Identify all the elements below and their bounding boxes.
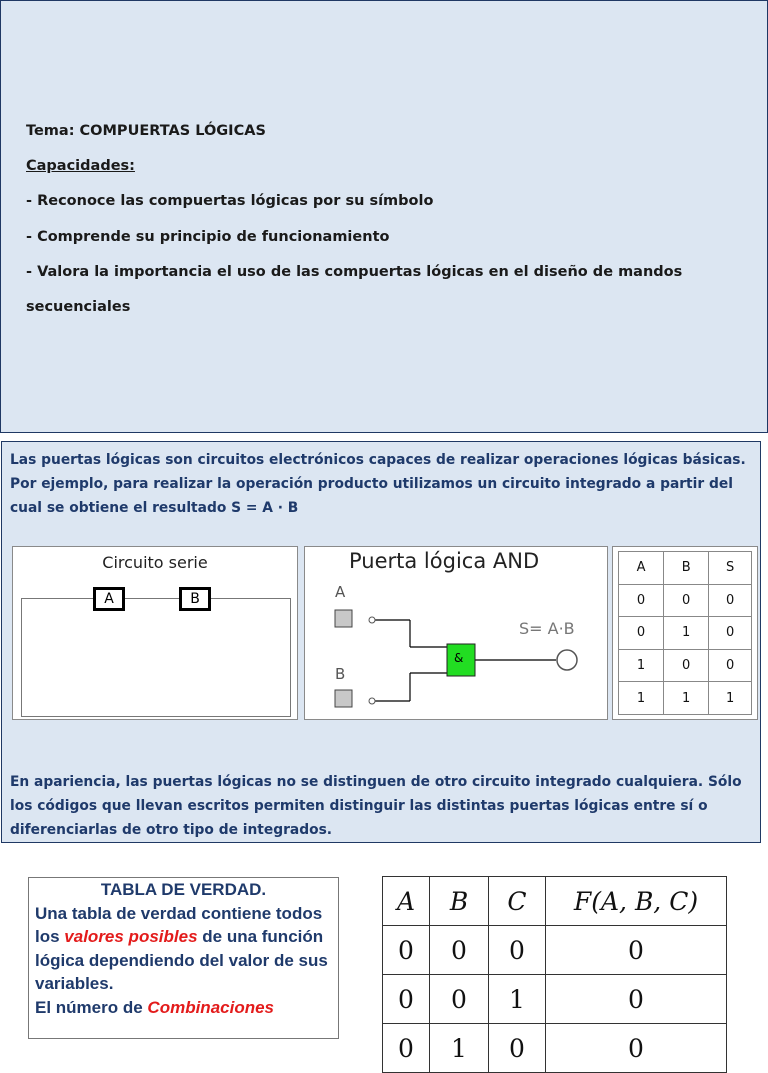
topic-title: Tema: COMPUERTAS LÓGICAS [26,123,266,139]
table-cell: 0 [619,617,664,650]
table-cell: 1 [489,975,546,1024]
table-cell: 0 [383,1024,430,1073]
input-a-terminal [369,617,375,623]
input-a-label: A [335,583,346,601]
table-cell: 0 [546,1024,727,1073]
highlight-valores-posibles: valores posibles [64,927,198,946]
table-cell: 1 [619,649,664,682]
table-cell: 0 [430,926,489,975]
highlight-combinaciones: Combinaciones [147,997,275,1017]
input-b-switch [335,690,352,707]
and-gate-title: Puerta lógica AND [349,549,540,573]
slide-puertas-logicas [1,441,761,843]
table-cell: 0 [546,926,727,975]
table-row [619,584,752,617]
table-row [383,975,727,1024]
table-cell: 0 [430,975,489,1024]
table-row [383,926,727,975]
table-row [619,682,752,715]
and-truth-table [618,551,752,715]
header-cell: S [709,552,752,585]
header-cell: A [383,877,430,926]
text-segment: de una función lógica dependiendo del valor de sus variables. [35,927,328,993]
table-header-row [383,877,727,926]
table-cell: 0 [383,975,430,1024]
and-truth-table-panel [612,546,758,720]
truth-table-heading: TABLA DE VERDAD. [100,880,267,899]
header-cell: A [619,552,664,585]
capacity-item-continued: secuenciales [26,299,131,315]
output-lamp [557,650,577,670]
text-segment: El número de [35,997,148,1017]
and-gate-panel [304,546,608,720]
table-cell: 0 [709,617,752,650]
table-cell: 1 [664,682,709,715]
table-row [619,617,752,650]
output-label: S= A·B [519,619,575,638]
capacity-item: - Reconoce las compuertas lógicas por su símbolo [26,193,434,209]
capacity-item: - Comprende su principio de funcionamiento [26,229,390,245]
table-cell: 1 [430,1024,489,1073]
table-cell: 0 [664,584,709,617]
table-cell: 0 [489,1024,546,1073]
table-cell: 0 [709,649,752,682]
input-b-terminal [369,698,375,704]
table-cell: 0 [709,584,752,617]
table-cell: 0 [664,649,709,682]
switch-a: A [93,587,125,611]
header-cell: B [430,877,489,926]
capacidades-heading: Capacidades: [26,158,135,174]
input-a-switch [335,610,352,627]
footer-paragraph: En apariencia, las puertas lógicas no se distinguen de otro circuito integrado cualquiera. Sólo los códigos que llevan escritos permiten distinguir las distintas puertas lógicas entre sí o diferenciarlas de otro tipo de integrados. [10,774,742,838]
input-b-label: B [335,665,346,683]
table-header-row [619,552,752,585]
truth-table-definition [29,902,338,996]
circuit-serie-title: Circuito serie [102,553,208,572]
table-cell: 0 [383,926,430,975]
table-row [383,1024,727,1073]
circuit-serie-panel [12,546,298,720]
switch-b: B [179,587,211,611]
truth-table-explanation [28,877,339,1039]
combinations-text [29,996,338,1020]
table-row [619,649,752,682]
table-cell: 0 [619,584,664,617]
intro-paragraph: Las puertas lógicas son circuitos electrónicos capaces de realizar operaciones lógicas básicas. Por ejemplo, para realizar la operación producto utilizamos un circuito integrado a partir del cual se obtiene el resultado S = A · B [10,452,746,516]
header-cell: C [489,877,546,926]
table-cell: 1 [709,682,752,715]
and-gate-symbol: & [454,651,464,665]
table-cell: 1 [664,617,709,650]
capacity-item: - Valora la importancia el uso de las compuertas lógicas en el diseño de mandos [26,264,683,280]
header-cell: B [664,552,709,585]
slide-capacidades [0,0,768,433]
table-cell: 1 [619,682,664,715]
circuit-loop [21,598,291,717]
function-truth-table [382,876,727,1073]
text-segment: Una tabla de verdad contiene todos los [35,903,323,946]
header-cell: F(A, B, C) [546,877,727,926]
table-cell: 0 [546,975,727,1024]
table-cell: 0 [489,926,546,975]
